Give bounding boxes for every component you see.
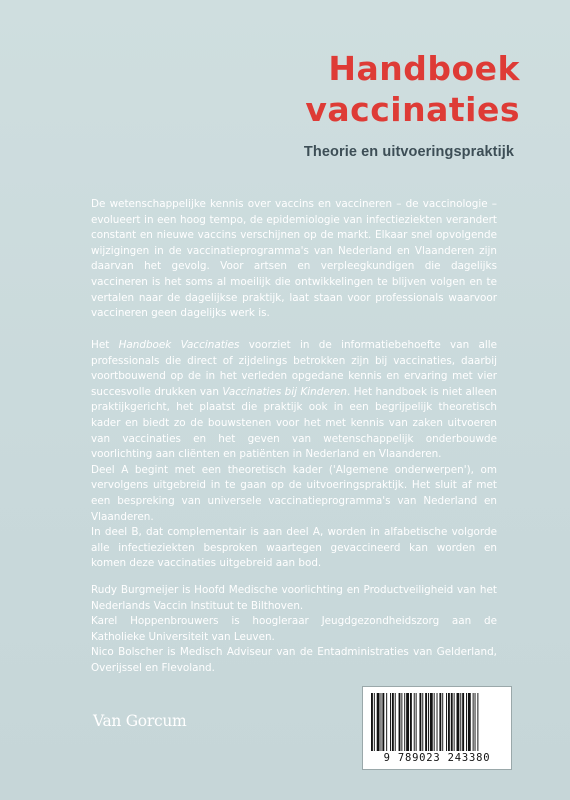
barcode-bar xyxy=(439,693,441,751)
barcode-bar xyxy=(401,693,402,751)
intro-blurb xyxy=(91,197,497,322)
barcode-bar xyxy=(390,693,391,751)
barcode-bar xyxy=(416,693,417,751)
barcode-bar xyxy=(477,693,478,751)
barcode-bar xyxy=(457,693,460,751)
main-paragraph-2: Deel A begint met een theoretisch kader ('Algemene onderwerpen'), om vervolgens uitgebreid in te gaan op de uitvoeringspraktijk. Het sluit af met een bespreking van universele vaccinatieprogramma's van Nederland en Vlaanderen. xyxy=(91,463,497,523)
barcode-bar xyxy=(419,693,421,751)
barcode-bars xyxy=(371,693,505,751)
barcode-bar xyxy=(374,693,375,751)
barcode-bar xyxy=(446,693,447,751)
isbn-barcode xyxy=(362,686,512,770)
barcode-bar xyxy=(460,693,461,751)
barcode-bar xyxy=(399,693,401,751)
author-bio-1: Rudy Burgmeijer is Hoofd Medische voorlichting en Productveiligheid van het Nederlands Vaccin Instituut te Bilthoven. xyxy=(91,584,497,612)
barcode-bar xyxy=(381,693,382,751)
barcode-bar xyxy=(430,693,433,751)
book-title xyxy=(305,48,520,130)
main-paragraph-1-text-c: . Het handboek is niet alleen praktijkgericht, het plaatst die praktijk ook in een begrijpelijk theoretisch kader en biedt zo de bouwstenen voor het met kennis van zaken uitvoeren van vaccinaties en het geven van wetenschappelijk onderbouwde voorlichting aan cliënten en patiënten in Nederland en Vlaanderen. xyxy=(91,385,498,461)
barcode-bar xyxy=(395,693,396,751)
barcode-bar xyxy=(454,693,455,751)
author-bios xyxy=(91,583,497,677)
barcode-bar xyxy=(406,693,409,751)
barcode-number: 9 789023 243380 xyxy=(383,752,491,764)
author-bio-2: Karel Hoppenbrouwers is hoogleraar Jeugdgezondheidszorg aan de Katholieke Universiteit van Leuven. xyxy=(91,615,497,643)
main-blurb xyxy=(91,338,497,572)
barcode-bar xyxy=(451,693,453,751)
barcode-bar xyxy=(422,693,423,751)
barcode-bar xyxy=(475,693,476,751)
book-subtitle: Theorie en uitvoeringspraktijk xyxy=(303,144,514,160)
barcode-bar xyxy=(473,693,474,751)
barcode-bar xyxy=(442,693,443,751)
intro-paragraph: De wetenschappelijke kennis over vaccins en vaccineren – de vaccinologie – evolueert in een hoog tempo, de epidemiologie van infectieziekten verandert constant en nieuwe vaccins verschijnen op de markt. Elkaar snel opvolgende wijzigingen in de vaccinatieprogramma's van Nederland en Vlaanderen zijn daarvan het gevolg. Voor artsen en verpleegkundigen die dagelijks vaccineren is het soms al moeilijk die ontwikkelingen te blijven volgen en te vertalen naar de dagelijkse praktijk, laat staan voor professionals waarvoor vaccineren geen dagelijks werk is. xyxy=(91,198,497,320)
main-paragraph-1 xyxy=(91,338,497,463)
barcode-bar xyxy=(448,693,450,751)
barcode-bar xyxy=(437,693,438,751)
previous-book-title-mention: Vaccinaties bij Kinderen xyxy=(222,385,348,398)
barcode-bar xyxy=(382,693,384,751)
barcode-bar xyxy=(462,693,464,751)
book-title-line-1: Handboek xyxy=(328,49,520,88)
main-paragraph-1-text-a: Het xyxy=(91,339,119,351)
barcode-bar xyxy=(428,693,429,751)
handbook-title-mention: Handboek Vaccinaties xyxy=(118,339,240,351)
book-title-line-2: vaccinaties xyxy=(305,90,520,129)
publisher-logo: Van Gorcum xyxy=(93,712,187,730)
main-paragraph-3: In deel B, dat complementair is aan deel A, worden in alfabetische volgorde alle infectieziekten besproken waartegen gevaccineerd kan worden en komen deze vaccinaties uitgebreid aan bod. xyxy=(91,526,497,570)
author-bio-3: Nico Bolscher is Medisch Adviseur van de Entadministraties van Gelderland, Overijssel en Flevoland. xyxy=(91,646,497,674)
barcode-bar xyxy=(414,693,415,751)
barcode-bar xyxy=(466,693,467,751)
barcode-bar xyxy=(425,693,427,751)
barcode-bar xyxy=(377,693,380,751)
barcode-bar xyxy=(371,693,373,751)
main-paragraph-1-text-b: voorziet in de informatiebehoefte van alle professionals die direct of zijdelings betrokken zijn bij vaccinaties, daarbij voortbouwend op de in het verleden opgedane kennis en ervaring met vier succesvolle drukken van xyxy=(91,339,497,398)
barcode-bar xyxy=(434,693,435,751)
barcode-bar xyxy=(468,693,471,751)
barcode-bar xyxy=(410,693,412,751)
barcode-bar xyxy=(404,693,405,751)
barcode-bar xyxy=(386,693,387,751)
barcode-bar xyxy=(392,693,394,751)
